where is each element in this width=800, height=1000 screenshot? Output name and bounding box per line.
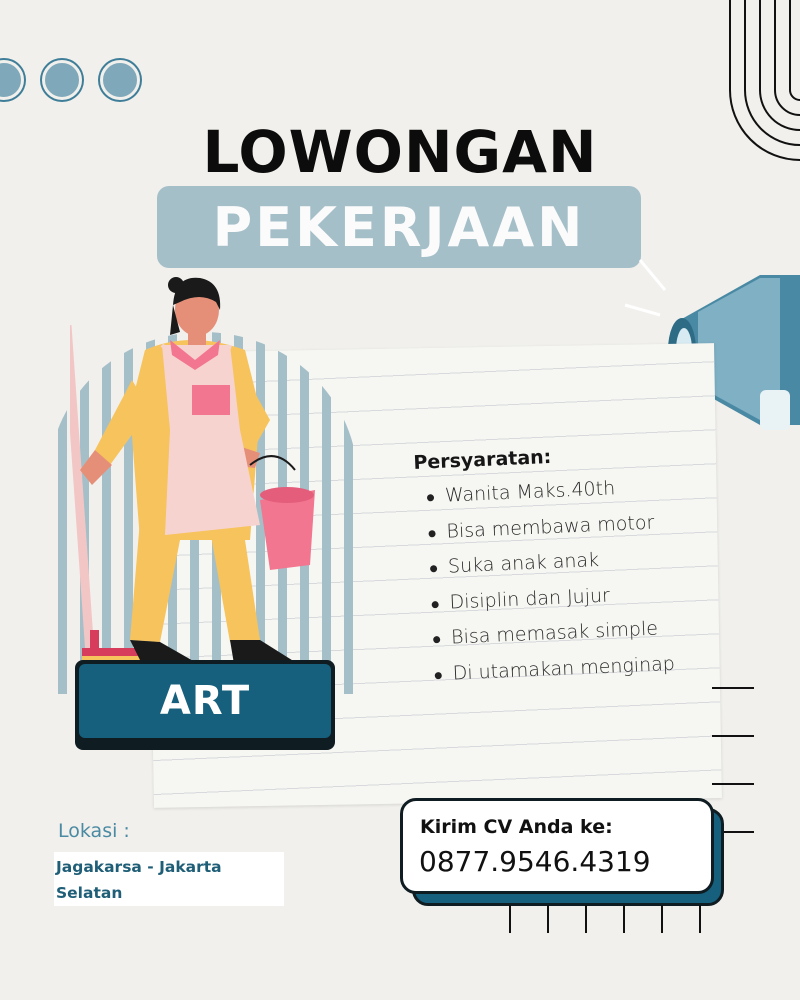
requirement-item: Suka anak anak bbox=[430, 546, 672, 592]
decorative-dots bbox=[0, 60, 140, 100]
dot bbox=[100, 60, 140, 100]
requirement-item: Bisa memasak simple bbox=[433, 617, 675, 663]
requirement-item: Bisa membawa motor bbox=[428, 510, 670, 556]
dot bbox=[42, 60, 82, 100]
requirements-title: Persyaratan: bbox=[413, 445, 552, 474]
housekeeper-illustration bbox=[70, 270, 330, 680]
contact-label: Kirim CV Anda ke: bbox=[420, 816, 613, 838]
requirement-item: Disiplin dan Jujur bbox=[431, 581, 673, 627]
contact-phone[interactable]: 0877.9546.4319 bbox=[419, 845, 651, 878]
requirement-item: Di utamakan menginap bbox=[434, 652, 676, 698]
location-label: Lokasi : bbox=[58, 820, 130, 842]
decorative-ticks bbox=[505, 905, 705, 935]
requirements-section bbox=[413, 441, 676, 699]
position-label: ART bbox=[159, 678, 251, 724]
requirements-list bbox=[426, 475, 675, 698]
position-card bbox=[75, 660, 335, 750]
requirement-item: Wanita Maks.40th bbox=[426, 475, 668, 521]
position-card-inner bbox=[79, 664, 331, 738]
dot bbox=[0, 60, 24, 100]
location-value: Jagakarsa - Jakarta Selatan bbox=[56, 858, 222, 902]
title-pekerjaan: PEKERJAAN bbox=[212, 196, 586, 259]
title-lowongan: LOWONGAN bbox=[202, 118, 598, 186]
